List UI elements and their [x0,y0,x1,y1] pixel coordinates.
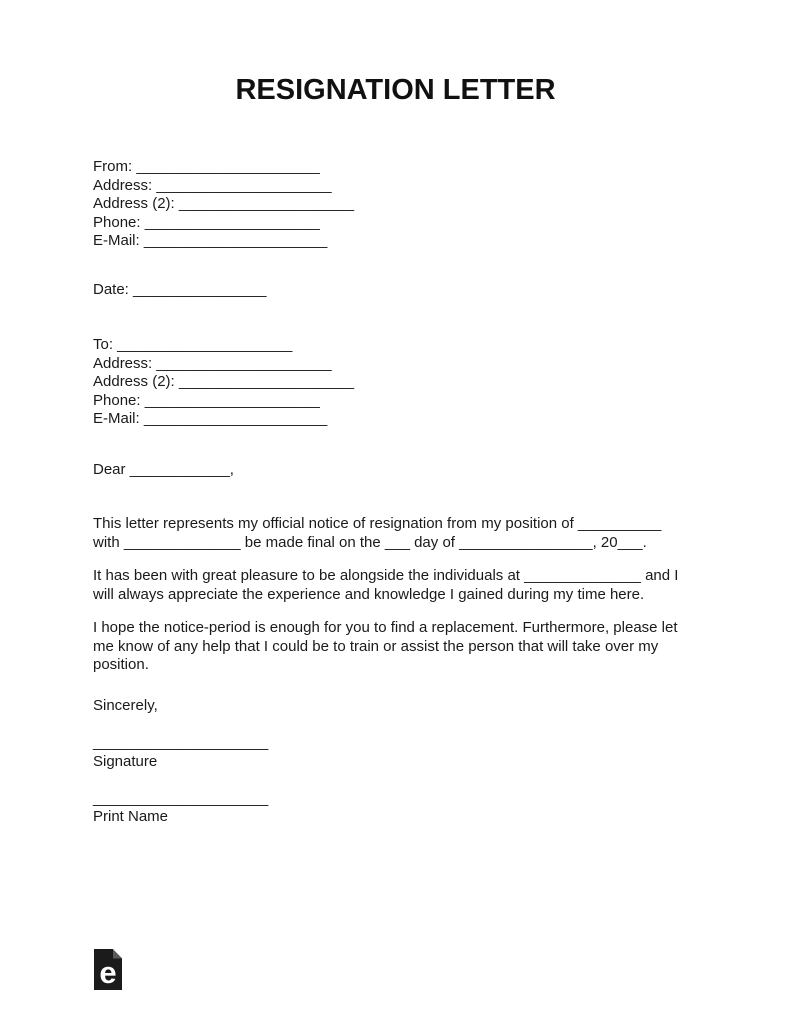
body-paragraph-2 [93,567,678,604]
eforms-logo [94,949,122,990]
from-field: From: ______________________ [93,158,320,175]
sender-email-field: E-Mail: ______________________ [93,232,328,249]
logo-letter-e: e [99,954,117,990]
valediction-text: Sincerely, [93,697,158,714]
signature-blank-line: _____________________ [93,734,269,751]
sender-phone-field: Phone: _____________________ [93,213,320,231]
recipient-address-field: Address: _____________________ [93,354,332,372]
paragraph-line: will always appreciate the experience and knowledge I gained during my time here. [93,585,645,603]
paragraph-line: It has been with great pleasure to be alongside the individuals at ______________ and I [93,567,679,584]
salutation-text: Dear ____________, [93,461,234,478]
sender-address2-field: Address (2): _____________________ [93,195,355,212]
recipient-address2-field: Address (2): _____________________ [93,373,355,390]
print-name-label: Print Name [93,808,169,825]
body-paragraph-1 [93,515,661,552]
sender-info-block [93,158,354,251]
salutation-block [93,461,234,480]
print-name-blank-line: _____________________ [93,789,269,807]
page-title: RESIGNATION LETTER [235,74,556,106]
sender-address-field: Address: _____________________ [93,176,332,194]
to-field: To: _____________________ [93,336,293,353]
date-field: Date: ________________ [93,281,267,298]
spacer [93,771,268,790]
spacer [93,716,268,735]
paragraph-line: me know of any help that I could be to train or assist the person that will take over my [93,637,659,655]
signature-label: Signature [93,752,158,770]
recipient-info-block [93,336,354,429]
paragraph-line: This letter represents my official notice of resignation from my position of __________ [93,515,662,532]
recipient-email-field: E-Mail: ______________________ [93,410,328,427]
paragraph-line: position. [93,656,149,673]
paragraph-line: with ______________ be made final on the ___ day of ________________, 20___. [93,533,647,551]
body-paragraph-3 [93,619,678,675]
closing-block [93,697,268,827]
recipient-phone-field: Phone: _____________________ [93,391,320,409]
date-block [93,281,267,300]
paragraph-line: I hope the notice-period is enough for you to find a replacement. Furthermore, please let [93,619,678,636]
